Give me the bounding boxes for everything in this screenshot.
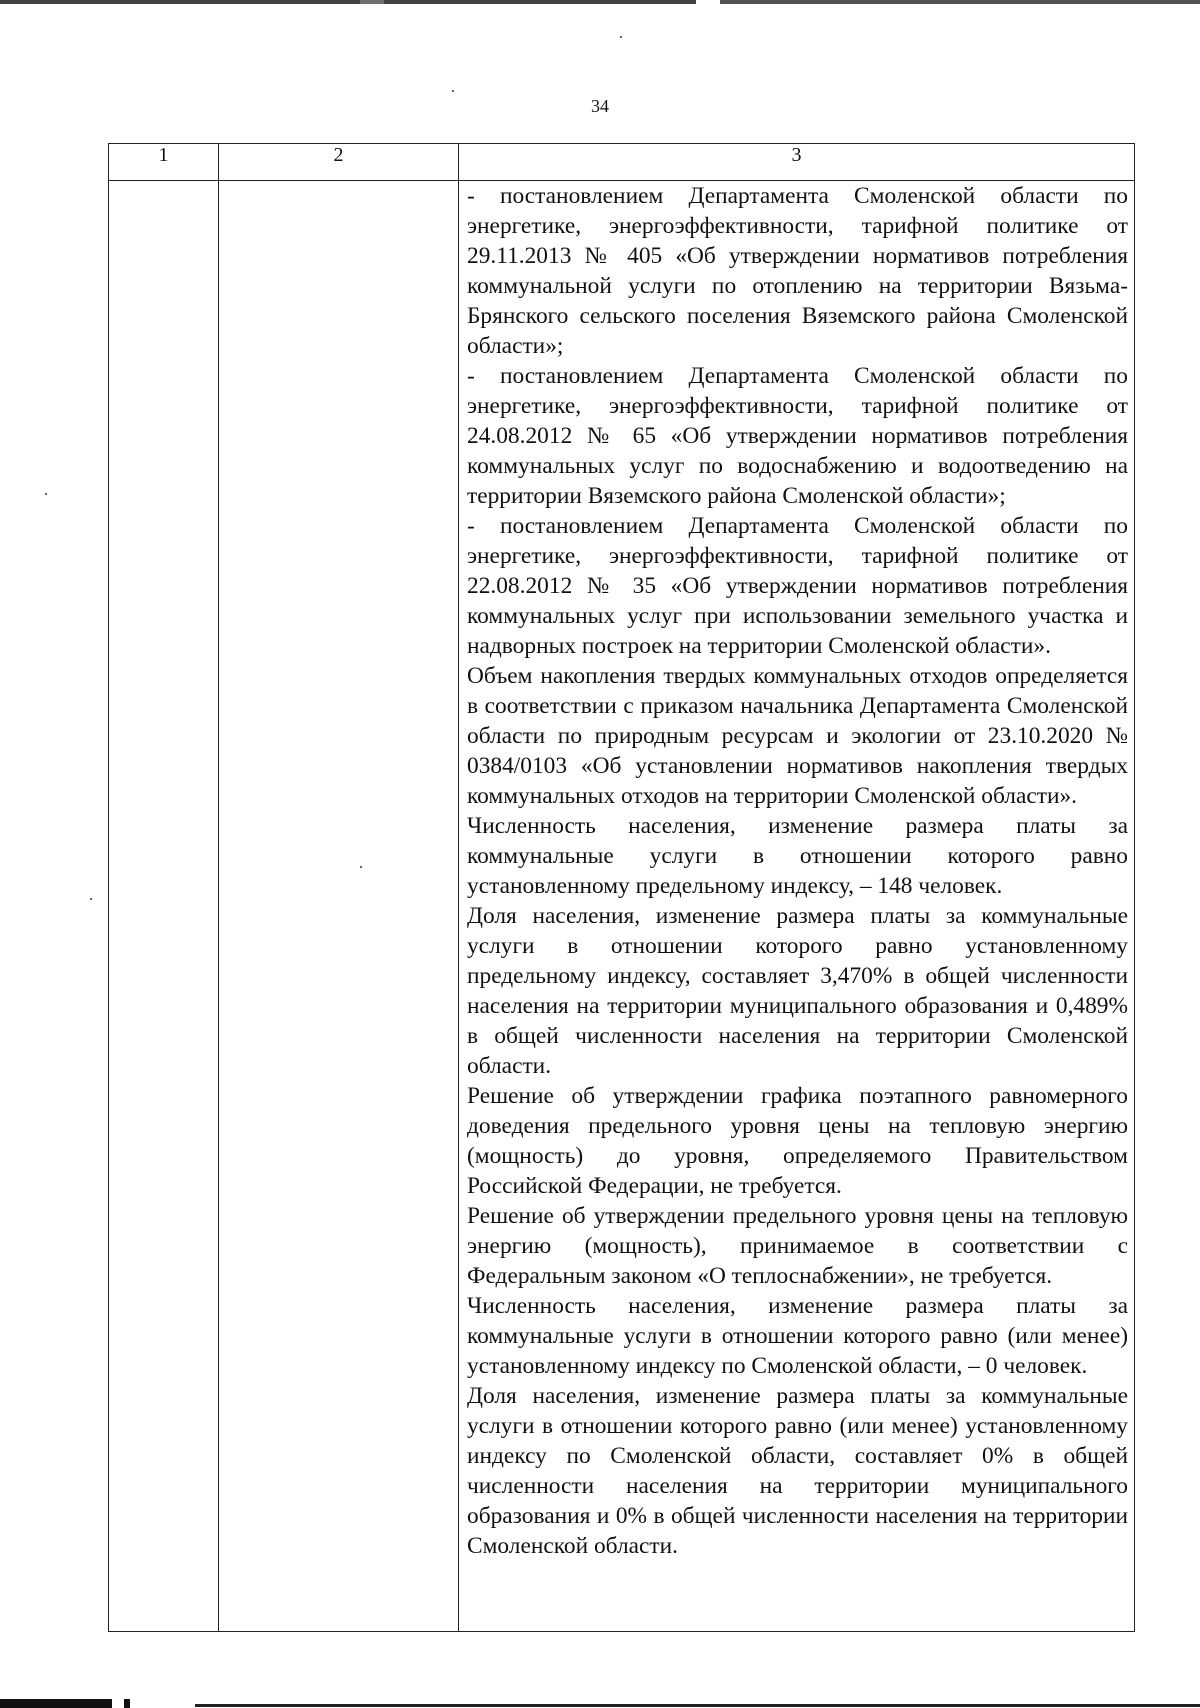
column-header-3: 3 [459,144,1135,181]
column-1-cell [109,181,219,1632]
paragraph-population-count: Численность населения, изменение размера платы за коммунальные услуги в отношении которого равно установленному предельному индексу, – 148 человек. [467,813,1128,899]
scan-speck [620,36,622,38]
scan-top-edge [0,0,1200,4]
scan-speck [452,90,454,92]
column-3-content [459,181,1134,1565]
table-header-row [109,144,1135,181]
column-3-cell [459,181,1135,1632]
page-number: 34 [591,96,609,116]
paragraph-population-share: Доля населения, изменение размера платы за коммунальные услуги в отношении которого равно установленному предельному индексу, составляет 3,470% в общей численности населения на территории муниципального образования и 0,489% в общей численности населения на территории Смоленской области. [467,903,1128,1079]
paragraph-resolution-405: - постановлением Департамента Смоленской области по энергетике, энергоэффективности, тарифной политике от 29.11.2013 № 405 «Об утверждении нормативов потребления коммунальной услуги по отоплению на территории Вязьма-Брянского сельского поселения Вяземского района Смоленской области»; [467,183,1128,359]
scan-bottom-edge [0,1699,1200,1708]
scan-speck [90,898,92,900]
paragraph-population-share-index: Доля населения, изменение размера платы за коммунальные услуги в отношении которого равно (или менее) установленному индексу по Смоленской области, составляет 0% в общей численности населения на территории муниципального образования и 0% в общей численности населения на территории Смоленской области. [467,1383,1128,1559]
paragraph-population-count-index: Численность населения, изменение размера платы за коммунальные услуги в отношении которого равно (или менее) установленному индексу по Смоленской области, – 0 человек. [467,1293,1128,1379]
column-header-1: 1 [109,144,219,181]
document-table [108,143,1135,1632]
table-body-row [109,181,1135,1632]
paragraph-heat-schedule: Решение об утверждении графика поэтапного равномерного доведения предельного уровня цены на тепловую энергию (мощность) до уровня, определяемого Правительством Российской Федерации, не требуется. [467,1083,1128,1199]
scan-speck [45,493,47,495]
paragraph-resolution-35: - постановлением Департамента Смоленской области по энергетике, энергоэффективности, тарифной политике от 22.08.2012 № 35 «Об утверждении нормативов потребления коммунальных услуг при использовании земельного участка и надворных построек на территории Смоленской области». [467,513,1128,659]
column-2-cell [219,181,459,1632]
paragraph-resolution-65: - постановлением Департамента Смоленской области по энергетике, энергоэффективности, тарифной политике от 24.08.2012 № 65 «Об утверждении нормативов потребления коммунальных услуг по водоснабжению и водоотведению на территории Вяземского района Смоленской области»; [467,363,1128,509]
paragraph-waste-volume: Объем накопления твердых коммунальных отходов определяется в соответствии с приказом начальника Департамента Смоленской области по природным ресурсам и экологии от 23.10.2020 № 0384/0103 «Об установлении нормативов накопления твердых коммунальных отходов на территории Смоленской области». [467,663,1128,809]
column-header-2: 2 [219,144,459,181]
paragraph-heat-price-limit: Решение об утверждении предельного уровня цены на тепловую энергию (мощность), принимаемое в соответствии с Федеральным законом «О теплоснабжении», не требуется. [467,1203,1128,1289]
